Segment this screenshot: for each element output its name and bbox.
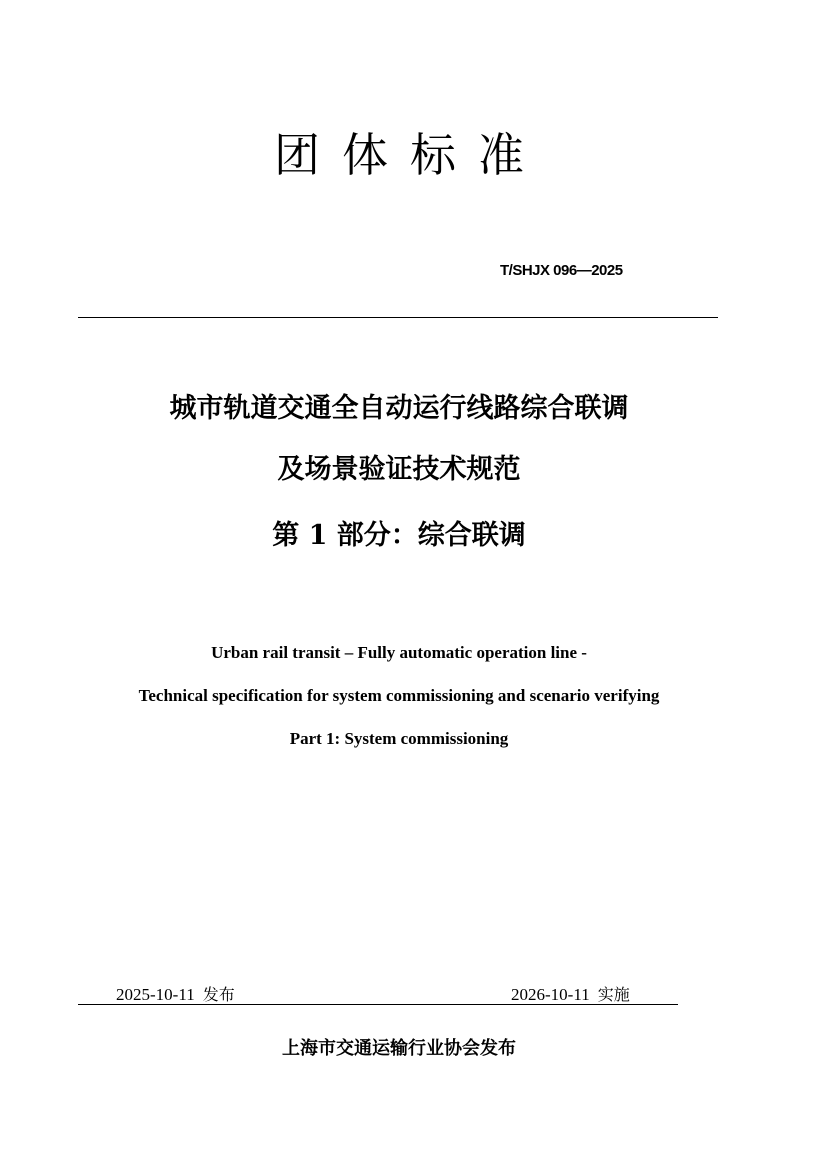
effective-date-block	[511, 986, 630, 1003]
title-en-line-1: Urban rail transit – Fully automatic operation line -	[211, 643, 587, 662]
issue-label: 发布	[202, 985, 235, 1004]
title-zh-line-1: 城市轨道交通全自动运行线路综合联调	[169, 393, 629, 424]
issue-date: 2025-10-11	[116, 985, 195, 1004]
title-zh-line-2: 及场景验证技术规范	[277, 454, 521, 485]
title-zh-part: 第 1 部分：综合联调	[272, 520, 526, 551]
effective-label: 实施	[597, 985, 630, 1004]
top-divider	[78, 317, 718, 318]
bottom-divider	[78, 1004, 678, 1005]
standard-number: T/SHJX 096—2025	[500, 262, 623, 279]
issue-date-block	[116, 986, 235, 1003]
title-en-line-2: Technical specification for system commissioning and scenario verifying	[138, 686, 660, 705]
document-category-title: 团体标准	[274, 128, 546, 182]
title-en-part: Part 1: System commissioning	[289, 729, 509, 748]
publisher: 上海市交通运输行业协会发布	[282, 1038, 516, 1059]
effective-date: 2026-10-11	[511, 985, 590, 1004]
